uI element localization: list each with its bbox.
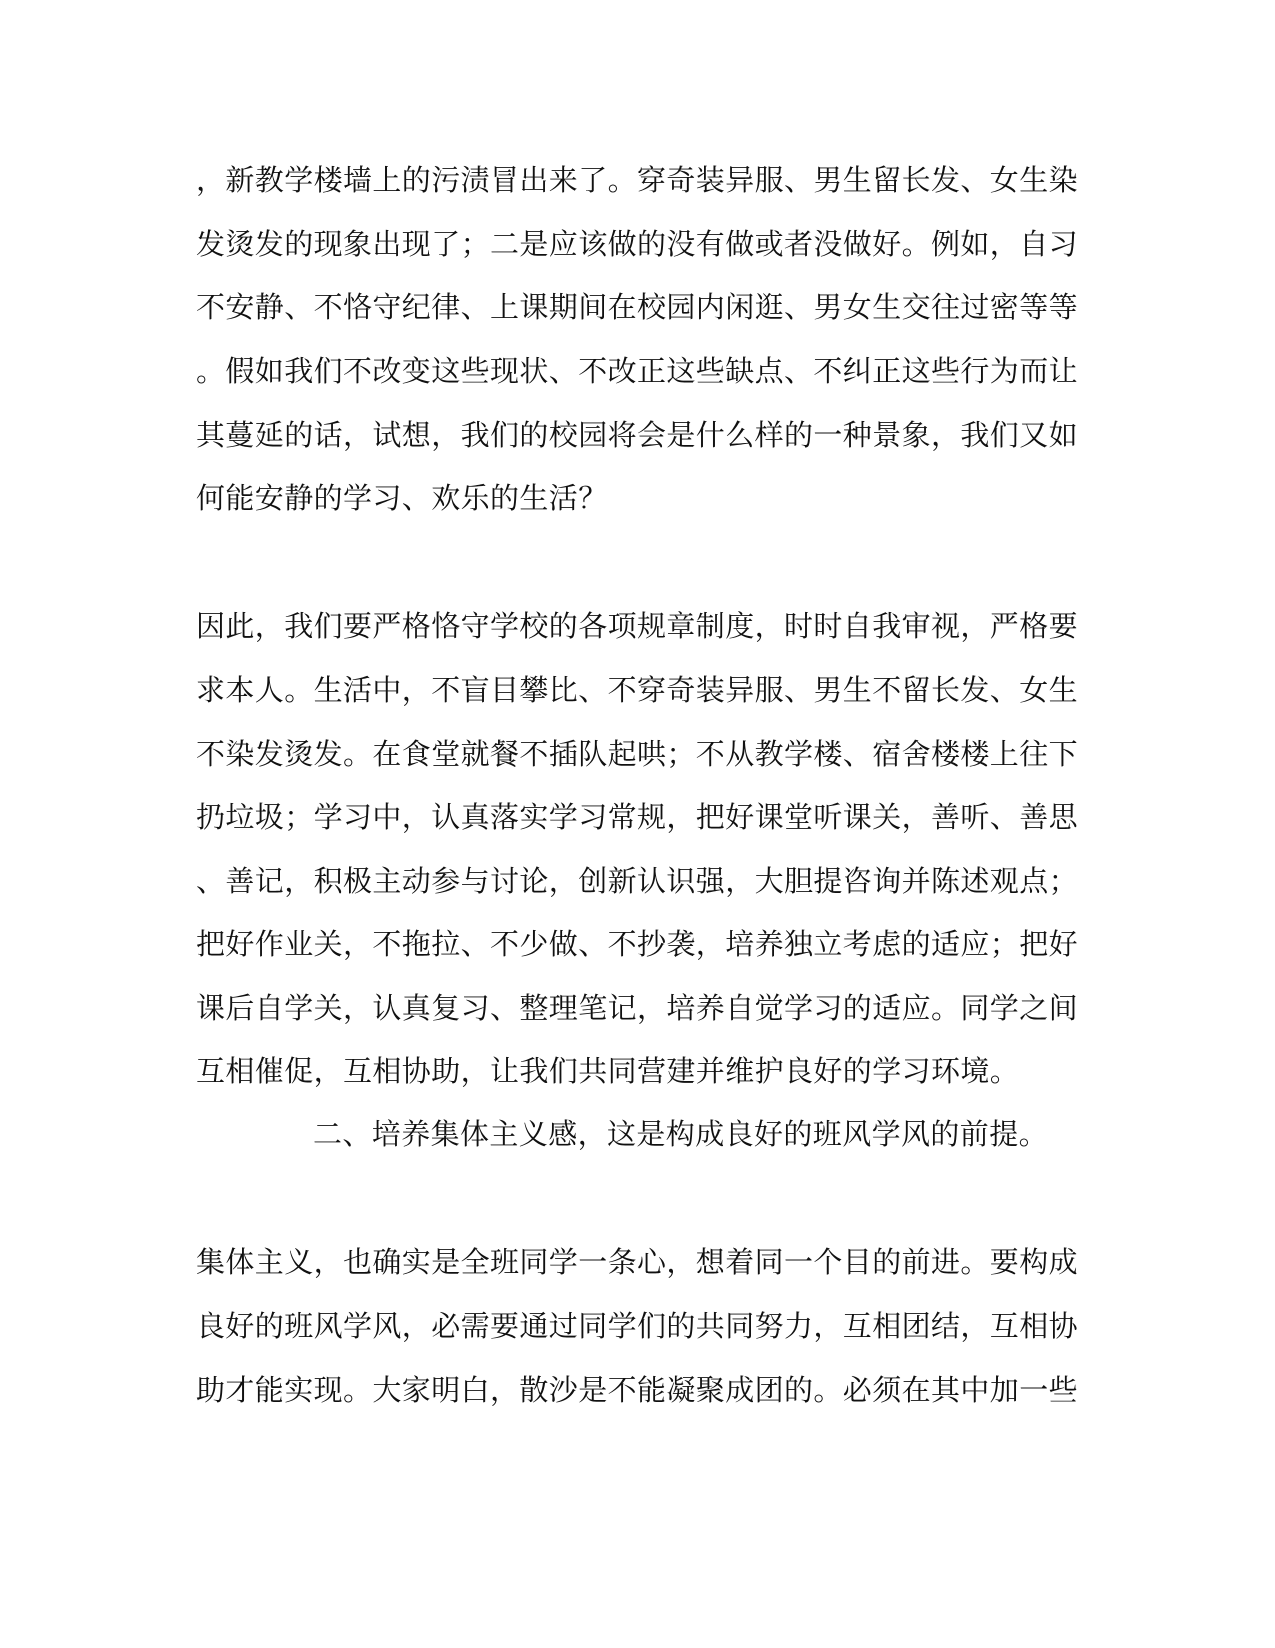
paragraph-line: 发烫发的现象出现了；二是应该做的没有做或者没做好。例如，自习	[196, 227, 1079, 261]
paragraph-line: 良好的班风学风，必需要通过同学们的共同努力，互相团结，互相协	[196, 1309, 1079, 1343]
paragraph-line: 课后自学关，认真复习、整理笔记，培养自觉学习的适应。同学之间	[196, 991, 1079, 1025]
paragraph-line: 集体主义，也确实是全班同学一条心，想着同一个目的前进。要构成	[196, 1245, 1079, 1279]
paragraph-line: 不安静、不恪守纪律、上课期间在校园内闲逛、男女生交往过密等等	[196, 290, 1079, 324]
paragraph-line: 、善记，积极主动参与讨论，创新认识强，大胆提咨询并陈述观点；	[196, 864, 1079, 898]
paragraph-line: ，新教学楼墙上的污渍冒出来了。穿奇装异服、男生留长发、女生染	[196, 163, 1079, 197]
paragraph-line: 其蔓延的话，试想，我们的校园将会是什么样的一种景象，我们又如	[196, 418, 1079, 452]
paragraph-line: 把好作业关，不拖拉、不少做、不抄袭，培养独立考虑的适应；把好	[196, 927, 1079, 961]
paragraph-line: 助才能实现。大家明白，散沙是不能凝聚成团的。必须在其中加一些	[196, 1373, 1079, 1407]
section-heading: 二、培养集体主义感，这是构成良好的班风学风的前提。	[313, 1117, 1049, 1151]
paragraph-line: 扔垃圾；学习中，认真落实学习常规，把好课堂听课关，善听、善思	[196, 800, 1079, 834]
paragraph-line: 求本人。生活中，不盲目攀比、不穿奇装异服、男生不留长发、女生	[196, 673, 1079, 707]
paragraph-line: 。假如我们不改变这些现状、不改正这些缺点、不纠正这些行为而让	[196, 354, 1079, 388]
paragraph-line: 不染发烫发。在食堂就餐不插队起哄；不从教学楼、宿舍楼楼上往下	[196, 737, 1079, 771]
paragraph-line: 因此，我们要严格恪守学校的各项规章制度，时时自我审视，严格要	[196, 609, 1079, 643]
paragraph-line: 互相催促，互相协助，让我们共同营建并维护良好的学习环境。	[196, 1054, 1020, 1088]
paragraph-line: 何能安静的学习、欢乐的生活？	[196, 481, 608, 515]
